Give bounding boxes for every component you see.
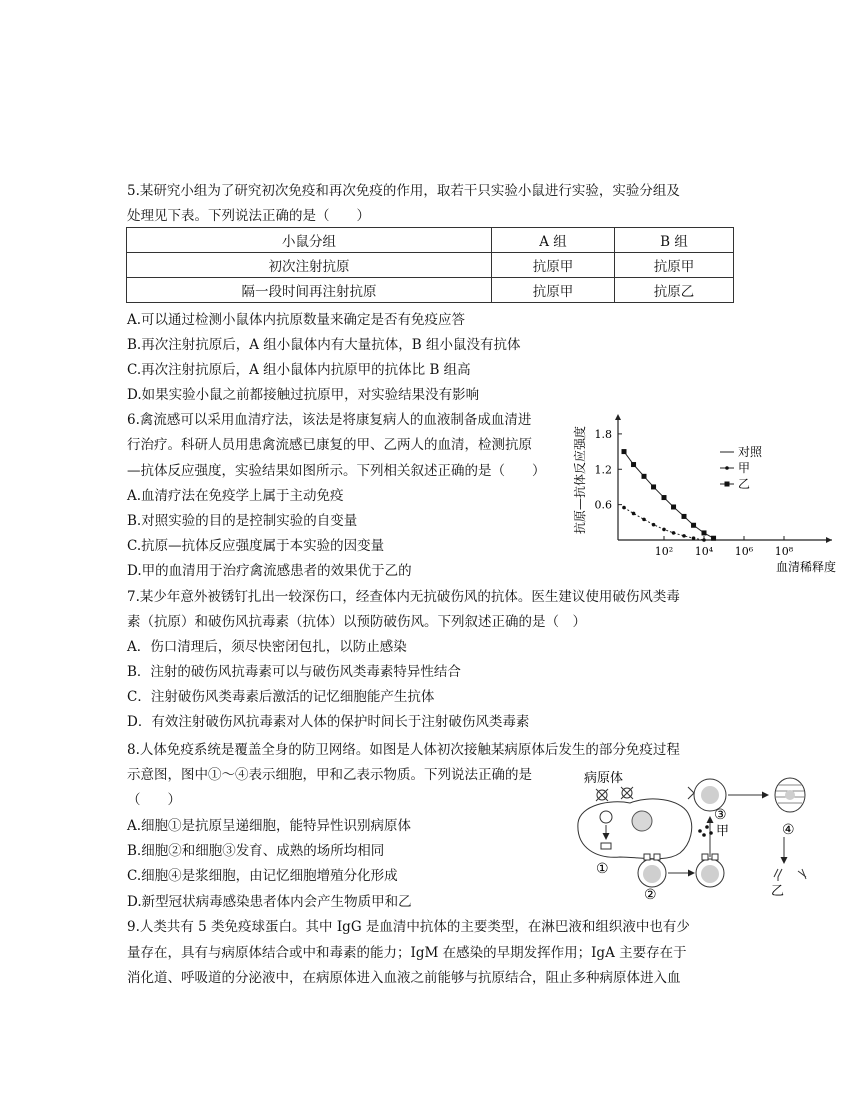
x-axis-arrow xyxy=(826,537,832,543)
data-point-yi xyxy=(682,514,687,519)
q6-stem-line-2: 行治疗。科研人员用患禽流感已康复的甲、乙两人的血清，检测抗原 xyxy=(127,437,532,453)
table-row xyxy=(127,278,734,303)
substance-yi-label: 乙 xyxy=(771,884,785,899)
cell-1-membrane xyxy=(578,799,692,859)
table-header-cell: 小鼠分组 xyxy=(127,228,492,253)
data-point-jia xyxy=(692,536,696,540)
data-point-yi xyxy=(631,462,636,467)
b-cell-receptor xyxy=(712,854,718,860)
data-point-jia xyxy=(622,506,626,510)
q8-option-a: A.细胞①是抗原呈递细胞，能特异性识别病原体 xyxy=(127,818,412,834)
x-tick-label: 10⁸ xyxy=(774,545,794,558)
table-header-cell: B 组 xyxy=(615,228,734,253)
data-point-jia xyxy=(642,518,646,522)
data-point-yi xyxy=(711,536,716,541)
cell-4-label: ④ xyxy=(782,822,795,838)
table-cell: 抗原甲 xyxy=(615,253,734,278)
data-point-jia xyxy=(672,531,676,535)
q9-line-2: 量存在，具有与病原体结合或中和毒素的能力；IgM 在感染的早期发挥作用；IgA 主要存在于 xyxy=(127,945,687,961)
legend-label: 甲 xyxy=(738,461,751,475)
cell-2-receptor xyxy=(644,854,650,860)
cell-2-label: ② xyxy=(644,887,657,900)
q8-stem-line-2: 示意图，图中①～④表示细胞，甲和乙表示物质。下列说法正确的是 xyxy=(127,767,532,783)
q6-stem-line-3: —抗体反应强度，实验结果如图所示。下列相关叙述正确的是（ ） xyxy=(127,463,546,479)
q5-stem-line-2: 处理见下表。下列说法正确的是（ ） xyxy=(127,208,370,224)
mhc-complex xyxy=(601,843,611,849)
pathogen-particle xyxy=(621,787,633,799)
table-header-cell: A 组 xyxy=(492,228,615,253)
x-axis-label: 血清稀释度 xyxy=(775,560,836,574)
data-point-jia xyxy=(662,528,666,532)
pathogen-label: 病原体 xyxy=(584,771,624,786)
engulfed-pathogen xyxy=(600,811,612,823)
x-tick-label: 10² xyxy=(654,545,674,558)
cell-1-label: ① xyxy=(596,861,609,877)
q6-chart xyxy=(570,410,842,578)
q7-option-b: B．注射的破伤风抗毒素可以与破伤风类毒素特异性结合 xyxy=(127,664,461,680)
data-point-jia xyxy=(682,534,686,538)
q7-stem-line-1: 7.某少年意外被锈钉扎出一较深伤口，经查体内无抗破伤风的抗体。医生建议使用破伤风类毒 xyxy=(127,589,680,605)
cell-2-nucleus xyxy=(643,865,661,883)
table-row xyxy=(127,253,734,278)
cell-3-label: ③ xyxy=(714,807,727,823)
q5-option-a: A.可以通过检测小鼠体内抗原数量来确定是否有免疫应答 xyxy=(127,312,466,328)
data-point-yi xyxy=(642,474,647,479)
x-tick-label: 10⁴ xyxy=(694,545,714,558)
q5-option-b: B.再次注射抗原后，A 组小鼠体内有大量抗体，B 组小鼠没有抗体 xyxy=(127,337,521,353)
q8-option-c: C.细胞④是浆细胞，由记忆细胞增殖分化形成 xyxy=(127,868,398,884)
data-point-yi xyxy=(691,523,696,528)
q6-stem-line-1: 6.禽流感可以采用血清疗法，该法是将康复病人的血液制备成血清进 xyxy=(127,412,532,428)
legend-label: 乙 xyxy=(738,477,751,491)
y-tick-label: 0.6 xyxy=(594,498,612,512)
data-point-jia xyxy=(652,523,656,527)
q7-stem-line-2: 素（抗原）和破伤风抗毒素（抗体）以预防破伤风。下列叙述正确的是（ ） xyxy=(127,614,586,630)
table-cell: 抗原甲 xyxy=(492,278,615,303)
q6-option-a: A.血清疗法在免疫学上属于主动免疫 xyxy=(127,488,344,504)
data-point-jia xyxy=(702,538,706,542)
q5-stem-line-1: 5.某研究小组为了研究初次免疫和再次免疫的作用，取若干只实验小鼠进行实验，实验分组及 xyxy=(127,183,680,199)
q6-option-c: C.抗原—抗体反应强度属于本实验的因变量 xyxy=(127,538,385,554)
cell-4-nucleus xyxy=(785,790,795,800)
immune-process-diagram xyxy=(570,765,845,900)
substance-jia-label: 甲 xyxy=(716,824,730,839)
q9-line-3: 消化道、呼吸道的分泌液中，在病原体进入血液之前能够与抗原结合，阻止多种病原体进入血 xyxy=(127,970,681,986)
table-cell: 隔一段时间再注射抗原 xyxy=(127,278,492,303)
y-axis-arrow xyxy=(615,414,621,420)
q8-option-b: B.细胞②和细胞③发育、成熟的场所均相同 xyxy=(127,843,385,859)
q5-option-d: D.如果实验小鼠之前都接触过抗原甲，对实验结果没有影响 xyxy=(127,387,480,403)
legend-marker xyxy=(725,466,729,470)
q7-option-a: A．伤口清理后，须尽快密闭包扎，以防止感染 xyxy=(127,639,407,655)
cell-1-nucleus xyxy=(632,811,652,831)
q7-option-c: C．注射破伤风类毒素后激活的记忆细胞能产生抗体 xyxy=(127,689,435,705)
legend-marker xyxy=(725,482,730,487)
table-cell: 抗原乙 xyxy=(615,278,734,303)
q8-option-d: D.新型冠状病毒感染患者体内会产生物质甲和乙 xyxy=(127,894,412,910)
pathogen-particle xyxy=(596,789,608,801)
table-cell: 抗原甲 xyxy=(492,253,615,278)
y-axis-label: 抗原—抗体反应强度 xyxy=(573,425,587,535)
q8-stem-line-1: 8.人体免疫系统是覆盖全身的防卫网络。如图是人体初次接触某病原体后发生的部分免疫过程 xyxy=(127,742,680,758)
antibody-bound-shape xyxy=(798,869,806,879)
q7-option-d: D．有效注射破伤风抗毒素对人体的保护时间长于注射破伤风类毒素 xyxy=(127,714,530,730)
b-cell-nucleus xyxy=(701,865,719,883)
q9-line-1: 9.人类共有 5 类免疫球蛋白。其中 IgG 是血清中抗体的主要类型，在淋巴液和组织液中也有少 xyxy=(127,919,690,935)
antibody-shape xyxy=(774,869,782,881)
cell-3-nucleus xyxy=(701,786,719,804)
q5-option-c: C.再次注射抗原后，A 组小鼠体内抗原甲的抗体比 B 组高 xyxy=(127,362,471,378)
data-point-yi xyxy=(622,449,627,454)
y-tick-label: 1.8 xyxy=(594,427,612,441)
cell-2-receptor xyxy=(654,854,660,860)
data-point-yi xyxy=(702,530,707,535)
legend-label: 对照 xyxy=(738,445,763,459)
data-point-yi xyxy=(671,504,676,509)
q6-option-d: D.甲的血清用于治疗禽流感患者的效果优于乙的 xyxy=(127,563,412,579)
data-point-yi xyxy=(662,495,667,500)
series-line-square xyxy=(624,452,714,539)
table-header-row xyxy=(127,228,734,253)
data-point-yi xyxy=(651,484,656,489)
q6-option-b: B.对照实验的目的是控制实验的自变量 xyxy=(127,513,358,529)
b-cell-receptor xyxy=(702,854,708,860)
data-point-jia xyxy=(632,512,636,516)
table-cell: 初次注射抗原 xyxy=(127,253,492,278)
q8-stem-line-3: （ ） xyxy=(127,792,181,808)
x-tick-label: 10⁶ xyxy=(734,545,754,558)
y-tick-label: 1.2 xyxy=(594,463,612,477)
q5-group-table xyxy=(126,227,734,303)
